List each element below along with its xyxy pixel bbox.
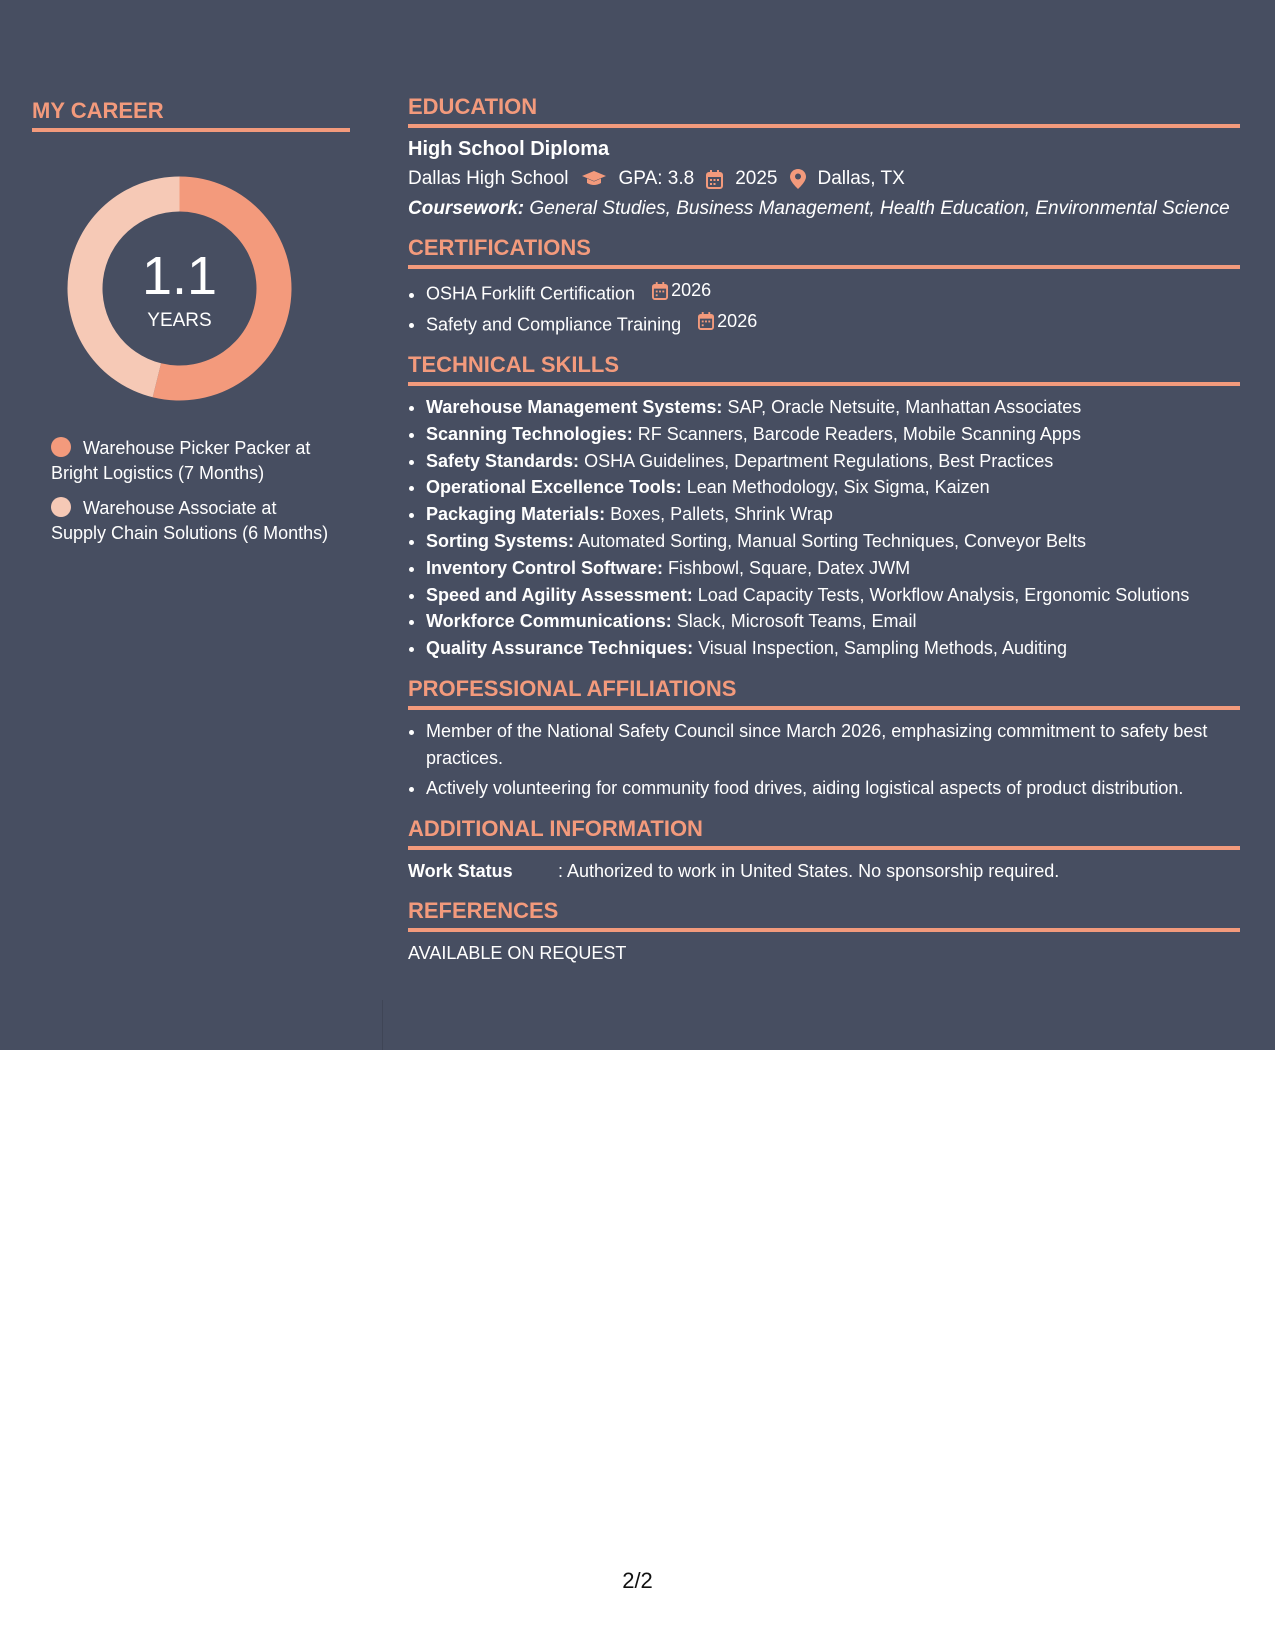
affiliations-section <box>408 674 1240 802</box>
certification-date <box>698 308 757 335</box>
skill-name: Safety Standards: <box>426 450 580 471</box>
skill-value: Automated Sorting, Manual Sorting Techniques, Conveyor Belts <box>578 530 1087 551</box>
skill-value: OSHA Guidelines, Department Regulations, Best Practices <box>584 450 1054 471</box>
skill-value: RF Scanners, Barcode Readers, Mobile Scanning Apps <box>637 423 1081 444</box>
skill-item <box>426 474 1240 501</box>
skill-item <box>426 635 1240 662</box>
certification-item <box>426 277 1240 308</box>
section-rule <box>408 846 1240 850</box>
skill-item <box>426 394 1240 421</box>
certification-name: OSHA Forklift Certification <box>426 283 636 304</box>
calendar-icon <box>652 282 668 300</box>
certification-year: 2026 <box>671 280 712 300</box>
certification-year: 2026 <box>717 310 758 331</box>
column-divider <box>382 1000 383 1050</box>
education-school: Dallas High School <box>408 168 569 189</box>
skill-name: Operational Excellence Tools: <box>426 477 682 498</box>
page-number: 2/2 <box>622 1568 653 1593</box>
skill-name: Quality Assurance Techniques: <box>426 638 694 659</box>
education-gpa: GPA: 3.8 <box>618 168 695 189</box>
career-legend-dot <box>51 437 71 457</box>
skill-name: Sorting Systems: <box>426 530 575 551</box>
section-rule <box>408 124 1240 128</box>
certification-date <box>652 277 711 304</box>
career-column <box>32 96 350 543</box>
skill-name: Warehouse Management Systems: <box>426 397 723 417</box>
coursework-text: General Studies, Business Management, Health Education, Environmental Science <box>529 198 1230 219</box>
calendar-icon <box>698 312 714 330</box>
career-item <box>51 436 331 486</box>
career-item <box>51 496 331 546</box>
skill-item <box>426 421 1240 448</box>
skill-item <box>426 501 1240 528</box>
affiliations-title: PROFESSIONAL AFFILIATIONS <box>408 675 737 701</box>
skill-item <box>426 608 1240 635</box>
coursework-label: Coursework: <box>408 198 525 219</box>
education-degree: High School Diploma <box>408 138 610 160</box>
skills-section <box>408 350 1240 662</box>
career-total-value: 1.1 <box>141 246 218 306</box>
additional-title: ADDITIONAL INFORMATION <box>408 815 703 841</box>
education-title: EDUCATION <box>408 94 538 119</box>
skill-value: Visual Inspection, Sampling Methods, Auditing <box>698 638 1067 659</box>
skills-list <box>408 394 1240 662</box>
certification-item <box>426 308 1240 339</box>
career-title: MY CAREER <box>32 98 164 123</box>
career-legend-dot <box>51 497 71 517</box>
skill-name: Speed and Agility Assessment: <box>426 584 693 605</box>
affiliation-item: • Actively volunteering for community food drives, aiding logistical aspects of product distribution. <box>426 775 1240 802</box>
section-rule <box>408 928 1240 932</box>
certification-name: Safety and Compliance Training <box>426 314 682 334</box>
career-item-label: Warehouse Associate at Supply Chain Solutions (6 Months) <box>51 498 329 543</box>
certifications-section <box>408 233 1240 338</box>
skill-name: Workforce Communications: <box>426 611 672 632</box>
skill-value: SAP, Oracle Netsuite, Manhattan Associates <box>727 397 1082 417</box>
career-item-label: Warehouse Picker Packer at Bright Logistics (7 Months) <box>51 438 311 483</box>
affiliations-list <box>408 718 1240 802</box>
career-title-rule <box>32 128 350 132</box>
career-total-unit: YEARS <box>147 310 212 331</box>
certifications-title: CERTIFICATIONS <box>408 235 591 260</box>
section-rule <box>408 265 1240 269</box>
career-donut-chart <box>67 176 292 401</box>
career-list <box>51 436 331 556</box>
additional-section <box>408 814 1240 884</box>
skill-value: Slack, Microsoft Teams, Email <box>676 611 917 632</box>
section-rule <box>408 382 1240 386</box>
education-year: 2025 <box>735 168 778 189</box>
skill-name: Scanning Technologies: <box>426 423 633 444</box>
skill-item <box>426 555 1240 582</box>
education-details <box>408 166 1240 192</box>
skill-value: Boxes, Pallets, Shrink Wrap <box>610 504 833 525</box>
work-status-value: : Authorized to work in United States. No sponsorship required. <box>558 860 1060 881</box>
affiliation-item: • Member of the National Safety Council since March 2026, emphasizing commitment to safety best practices. <box>426 718 1240 772</box>
calendar-icon <box>706 170 723 189</box>
skill-name: Packaging Materials: <box>426 504 606 525</box>
main-column <box>408 92 1240 978</box>
skill-item <box>426 448 1240 475</box>
skill-value: Fishbowl, Square, Datex JWM <box>668 557 911 578</box>
references-title: REFERENCES <box>408 897 559 923</box>
education-coursework <box>408 197 1240 221</box>
skill-value: Load Capacity Tests, Workflow Analysis, Ergonomic Solutions <box>697 584 1190 605</box>
work-status-row <box>408 858 1240 884</box>
references-text: AVAILABLE ON REQUEST <box>408 942 627 963</box>
certifications-list <box>408 277 1240 338</box>
education-location: Dallas, TX <box>817 168 905 189</box>
skills-title: TECHNICAL SKILLS <box>408 352 620 377</box>
work-status-key: Work Status <box>408 860 513 881</box>
graduation-cap-icon <box>581 170 607 188</box>
skill-name: Inventory Control Software: <box>426 557 664 578</box>
skill-item <box>426 528 1240 555</box>
references-section <box>408 896 1240 966</box>
map-pin-icon <box>790 169 806 189</box>
education-section <box>408 92 1240 221</box>
skill-item <box>426 582 1240 609</box>
skill-value: Lean Methodology, Six Sigma, Kaizen <box>686 477 990 498</box>
section-rule <box>408 706 1240 710</box>
